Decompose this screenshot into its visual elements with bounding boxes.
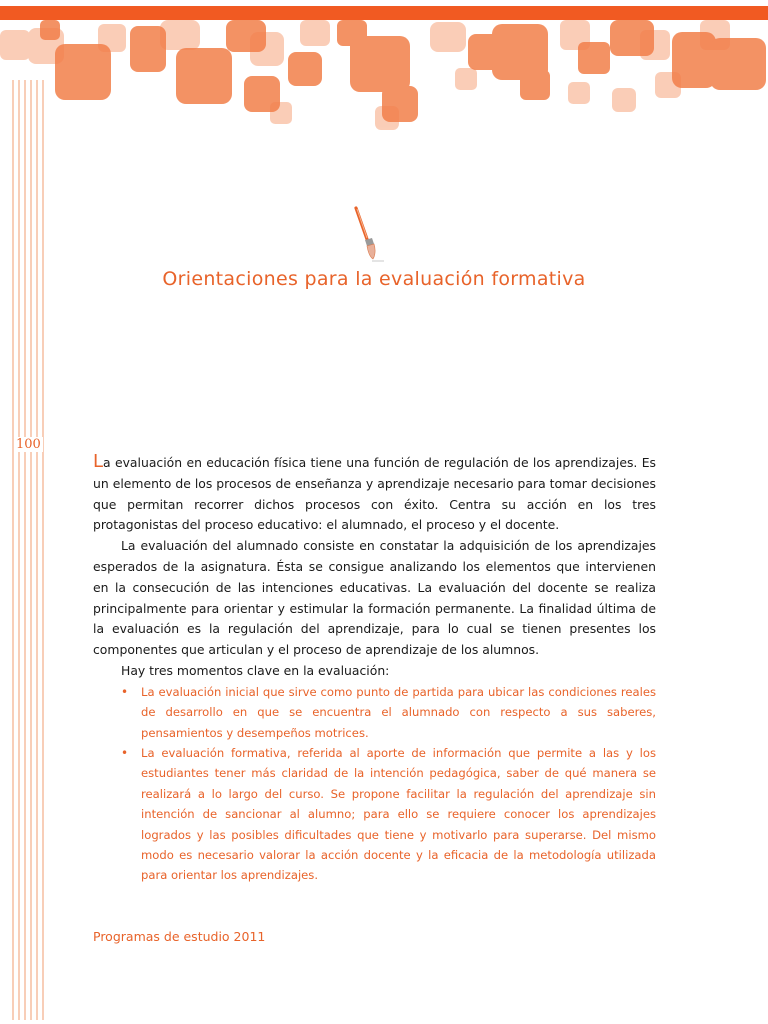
list-item <box>93 682 656 743</box>
paintbrush-icon <box>352 206 384 266</box>
list-item-text: La evaluación formativa, referida al aporte de información que permite a las y los estudiantes tener más claridad de la intención pedagógica, saber de qué manera se realizará a lo largo del curso. Se propone facilitar la regulación del aprendizaje sin intención de sancionar al alumno; para ello se requiere conocer los aprendizajes logrados y las posibles dificultades que tiene y motivarlo para superarse. Del mismo modo es necesario valorar la acción docente y la eficacia de la metodología utilizada para orientar los aprendizajes. <box>141 745 656 883</box>
main-content <box>93 452 656 886</box>
paragraph-moments: Hay tres momentos clave en la evaluación: <box>121 662 390 678</box>
margin-vertical-lines <box>10 80 46 1020</box>
bullet-icon: • <box>121 684 129 699</box>
header-bar <box>0 6 768 20</box>
list-item <box>93 743 656 886</box>
list-item-text: La evaluación inicial que sirve como punto de partida para ubicar las condiciones reales de desarrollo en que se encuentra el alumnado con respecto a sus saberes, pensamientos y desempeños motrices. <box>141 684 656 740</box>
page-title: Orientaciones para la evaluación formativa <box>162 268 586 290</box>
paragraph-evaluation: La evaluación del alumnado consiste en constatar la adquisición de los aprendizajes esperados de la asignatura. Ésta se consigue analizando los elementos que intervienen en la consecución de las intenciones educativas. La evaluación del docente se realiza principalmente para orientar y estimular la formación permanente. La finalidad última de la evaluación es la regulación del aprendizaje, para lo cual se tienen presentes los componentes que articulan y el proceso de aprendizaje de los alumnos. <box>93 538 656 658</box>
drop-cap: L <box>93 451 104 472</box>
moments-list <box>93 682 656 886</box>
footer-text: Programas de estudio 2011 <box>93 929 266 944</box>
paragraph-intro <box>93 452 656 536</box>
header-squares-decoration <box>0 20 768 140</box>
bullet-icon: • <box>121 745 129 760</box>
page-number: 100 <box>16 437 41 452</box>
paragraph-intro-text: a evaluación en educación física tiene una función de regulación de los aprendizajes. Es un elemento de los procesos de enseñanza y aprendizaje necesario para tomar decisiones que permitan recorrer dichos procesos con éxito. Centra su acción en los tres protagonistas del proceso educativo: el alumnado, el proceso y el docente. <box>93 455 656 533</box>
